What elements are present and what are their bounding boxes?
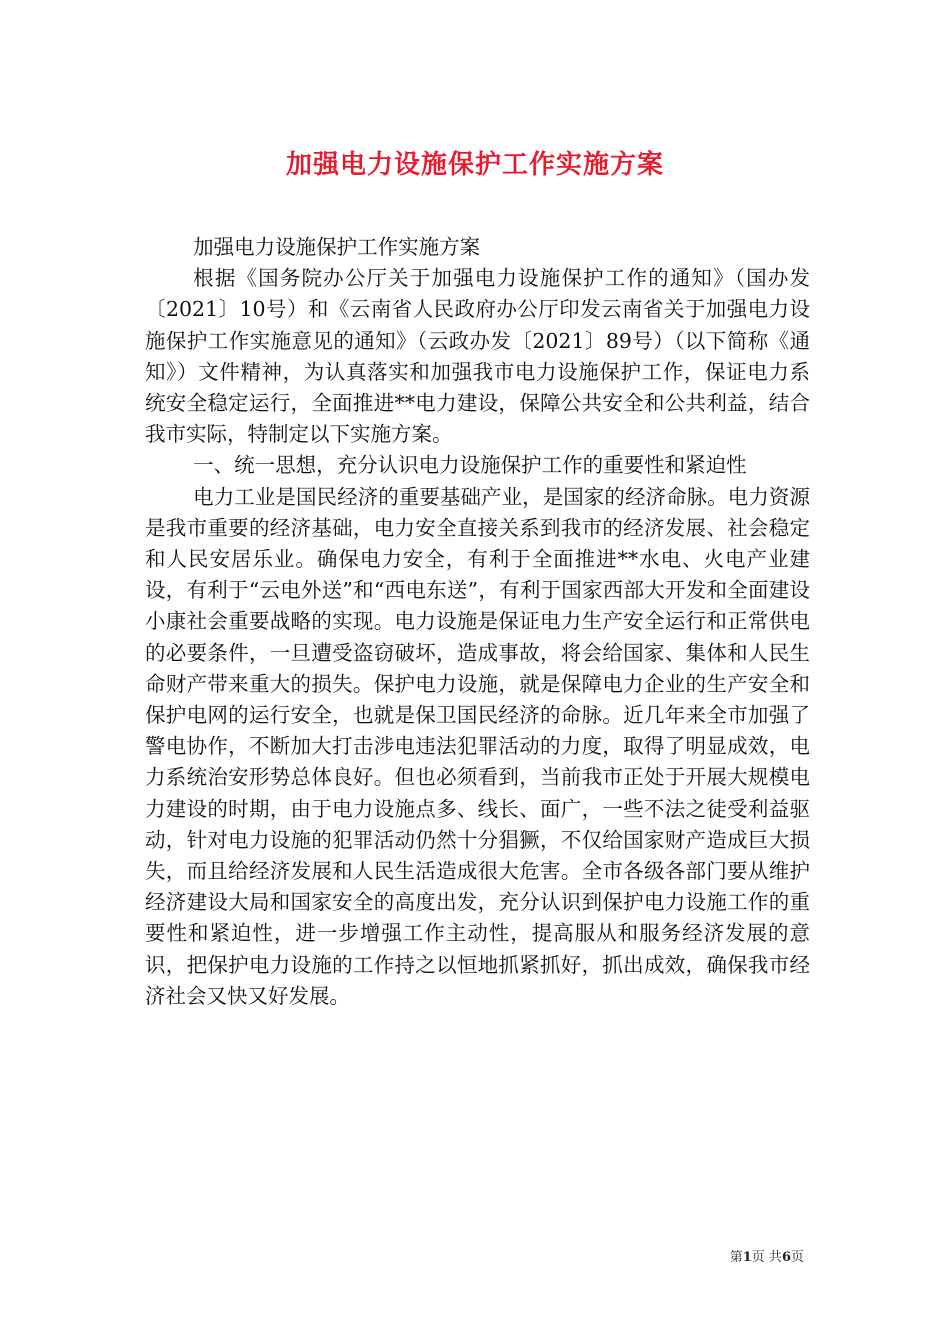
page-number — [730, 1246, 804, 1265]
document-body — [145, 232, 810, 1012]
document-title: 加强电力设施保护工作实施方案 — [285, 150, 664, 181]
body-paragraph-section-1: 电力工业是国民经济的重要基础产业，是国家的经济命脉。电力资源是我市重要的经济基础，电力安全直接关系到我市的经济发展、社会稳定和人民安居乐业。确保电力安全，有利于全面推进**水电、火电产业建设，有利于“云电外送”和“西电东送”，有利于国家西部大开发和全面建设小康社会重要战略的实现。电力设施是保证电力生产安全运行和正常供电的必要条件，一旦遭受盗窃破坏，造成事故，将会给国家、集体和人民生命财产带来重大的损失。保护电力设施，就是保障电力企业的生产安全和保护电网的运行安全，也就是保卫国民经济的命脉。近几年来全市加强了警电协作，不断加大打击涉电违法犯罪活动的力度，取得了明显成效，电力系统治安形势总体良好。但也必须看到，当前我市正处于开展大规模电力建设的时期，由于电力设施点多、线长、面广，一些不法之徒受利益驱动，针对电力设施的犯罪活动仍然十分猖獗，不仅给国家财产造成巨大损失，而且给经济发展和人民生活造成很大危害。全市各级各部门要从维护经济建设大局和国家安全的高度出发，充分认识到保护电力设施工作的重要性和紧迫性，进一步增强工作主动性，提高服从和服务经济发展的意识，把保护电力设施的工作持之以恒地抓紧抓好，抓出成效，确保我市经济社会又快又好发展。 — [145, 484, 810, 1008]
page-prefix: 第 — [729, 1250, 743, 1265]
page-suffix: 页 — [790, 1250, 804, 1265]
body-paragraph-heading: 加强电力设施保护工作实施方案 — [193, 235, 481, 259]
current-page-number: 1 — [742, 1250, 752, 1265]
total-pages-number: 6 — [781, 1250, 791, 1265]
page-middle: 页 共 — [751, 1250, 782, 1265]
section-heading-1: 一、统一思想，充分认识电力设施保护工作的重要性和紧迫性 — [193, 453, 747, 478]
body-paragraph-intro: 根据《国务院办公厅关于加强电力设施保护工作的通知》（国办发〔2021〕10号）和《云南省人民政府办公厅印发云南省关于加强电力设施保护工作实施意见的通知》（云政办发〔2021〕89号）（以下简称《通知》）文件精神，为认真落实和加强我市电力设施保护工作，保证电力系统安全稳定运行，全面推进**电力建设，保障公共安全和公共利益，结合我市实际，特制定以下实施方案。 — [145, 266, 810, 447]
